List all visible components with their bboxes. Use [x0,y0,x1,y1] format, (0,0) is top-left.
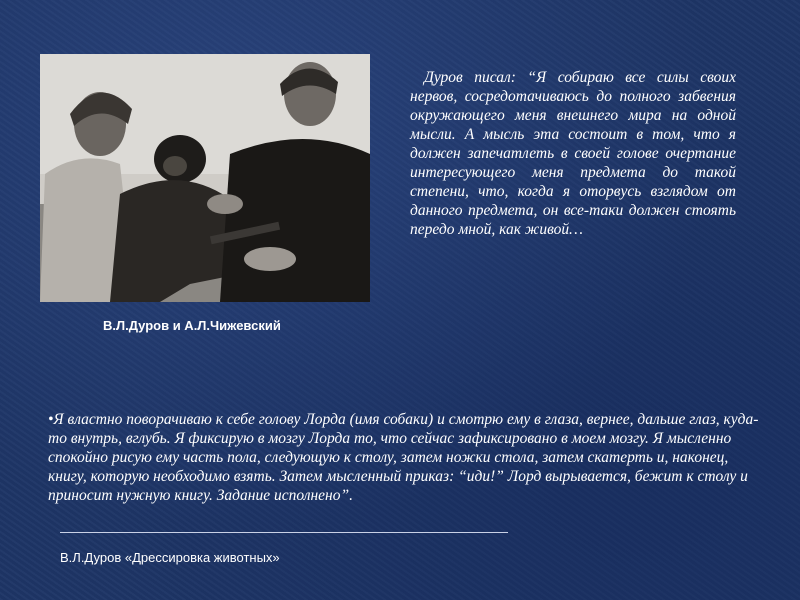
main-paragraph: •Я властно поворачиваю к себе голову Лорда (имя собаки) и смотрю ему в глаза, вернее, дальше глаз, куда-то внутрь, вглубь. Я фиксирую в мозгу Лорда то, что сейчас зафиксировано в моем мозгу. Я мысленно спокойно рисую ему часть пола, следующую к столу, затем ножки стола, затем скатерть и, наконец, книгу, которую необходимо взять. Затем мысленный приказ: “иди!” Лорд вырывается, бежит к столу и приносит нужную книгу. Задание исполнено”. [48,411,759,504]
source-citation: В.Л.Дуров «Дрессировка животных» [60,550,280,565]
photo-image [40,54,370,302]
historical-photo [40,54,370,302]
photo-caption: В.Л.Дуров и А.Л.Чижевский [103,318,281,333]
divider [60,532,508,533]
quote-paragraph: Дуров писал: “Я собираю все силы своих нервов, сосредотачиваюсь до полного забвения окружающего меня внешнего мира на одной мысли. А мысль эта состоит в том, что я должен запечатлеть в своей голове очертание интересующего меня предмета до такой степени, что, когда я оторвусь взглядом от данного предмета, он все-таки должен стоять передо мной, как живой… [410,69,736,238]
